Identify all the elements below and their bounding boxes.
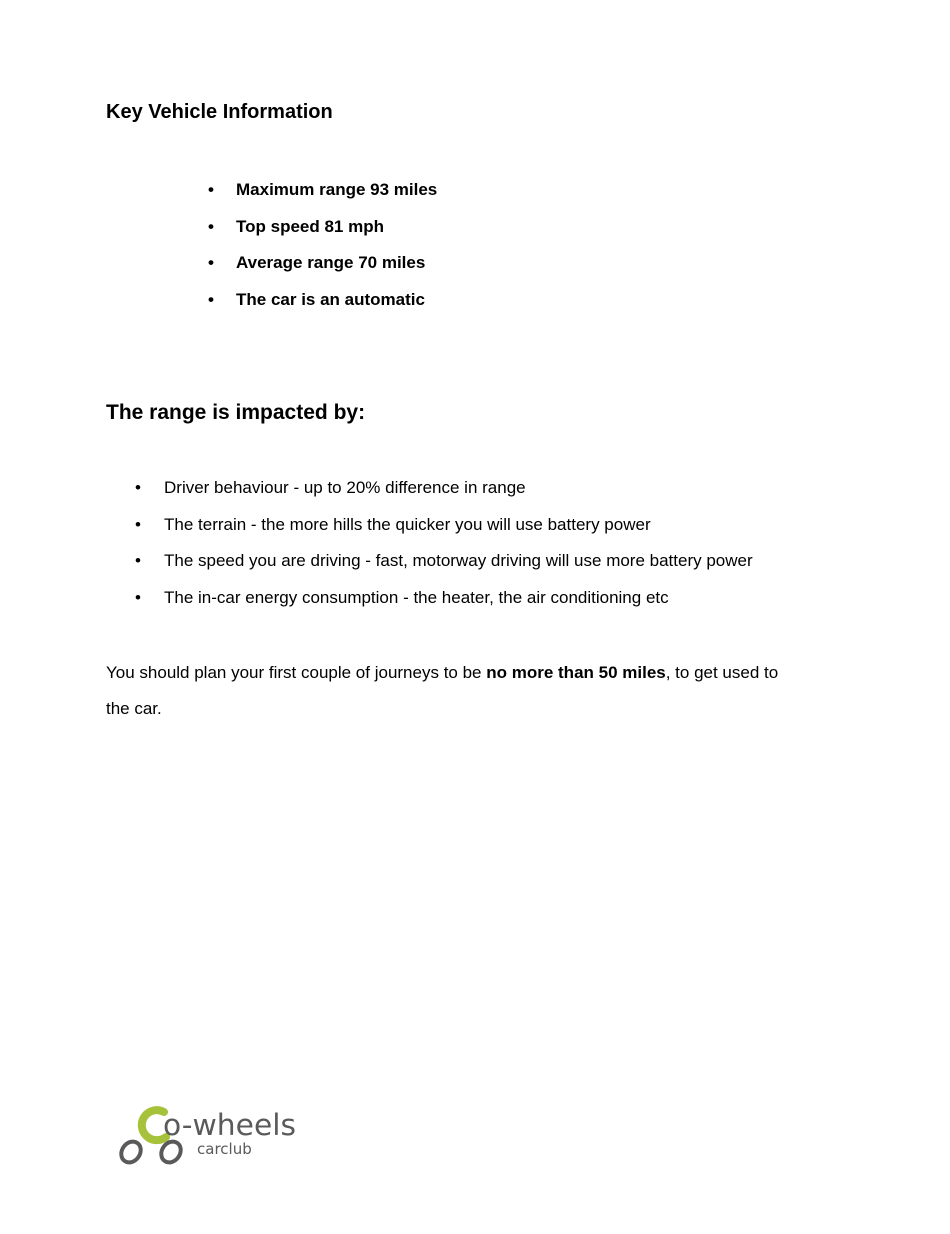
co-wheels-logo [116,1100,306,1168]
bullet-icon: • [208,216,214,236]
bullet-icon: • [135,551,141,571]
advice-paragraph [106,655,806,726]
list-item [208,214,437,251]
bullet-icon: • [208,290,214,310]
list-item-text: Top speed 81 mph [236,216,384,236]
range-impact-heading: The range is impacted by: [106,401,366,424]
key-vehicle-heading: Key Vehicle Information [106,101,333,123]
list-item [135,548,753,585]
bullet-icon: • [208,180,214,199]
list-item-text: Maximum range 93 miles [236,180,438,199]
list-item-text: The in-car energy consumption - the heater, the air conditioning etc [164,588,669,608]
advice-text: You should plan your first couple of journeys to be [106,663,487,682]
list-item-text: Driver behaviour - up to 20% difference in range [164,478,526,497]
logo-brand-text: o-wheels [163,1108,296,1142]
bullet-icon: • [208,253,214,273]
range-impact-list [135,475,753,622]
list-item [135,475,753,512]
list-item [135,585,753,622]
logo-sub-text: carclub [197,1140,252,1158]
advice-bold-text: no more than 50 miles [486,663,666,682]
key-info-list [208,177,437,324]
list-item-text: The speed you are driving - fast, motorway driving will use more battery power [164,551,753,571]
list-item-text: The terrain - the more hills the quicker you will use battery power [164,514,651,534]
list-item [208,177,437,214]
list-item [135,512,753,549]
advice-text-end: , to get used to the car. [106,663,779,718]
list-item [208,250,437,287]
list-item-text: Average range 70 miles [236,253,426,273]
list-item-text: The car is an automatic [236,290,425,310]
bullet-icon: • [135,588,141,608]
logo-wheel-icon [117,1138,144,1166]
bullet-icon: • [135,478,141,497]
list-item [208,287,437,324]
bullet-icon: • [135,514,141,534]
